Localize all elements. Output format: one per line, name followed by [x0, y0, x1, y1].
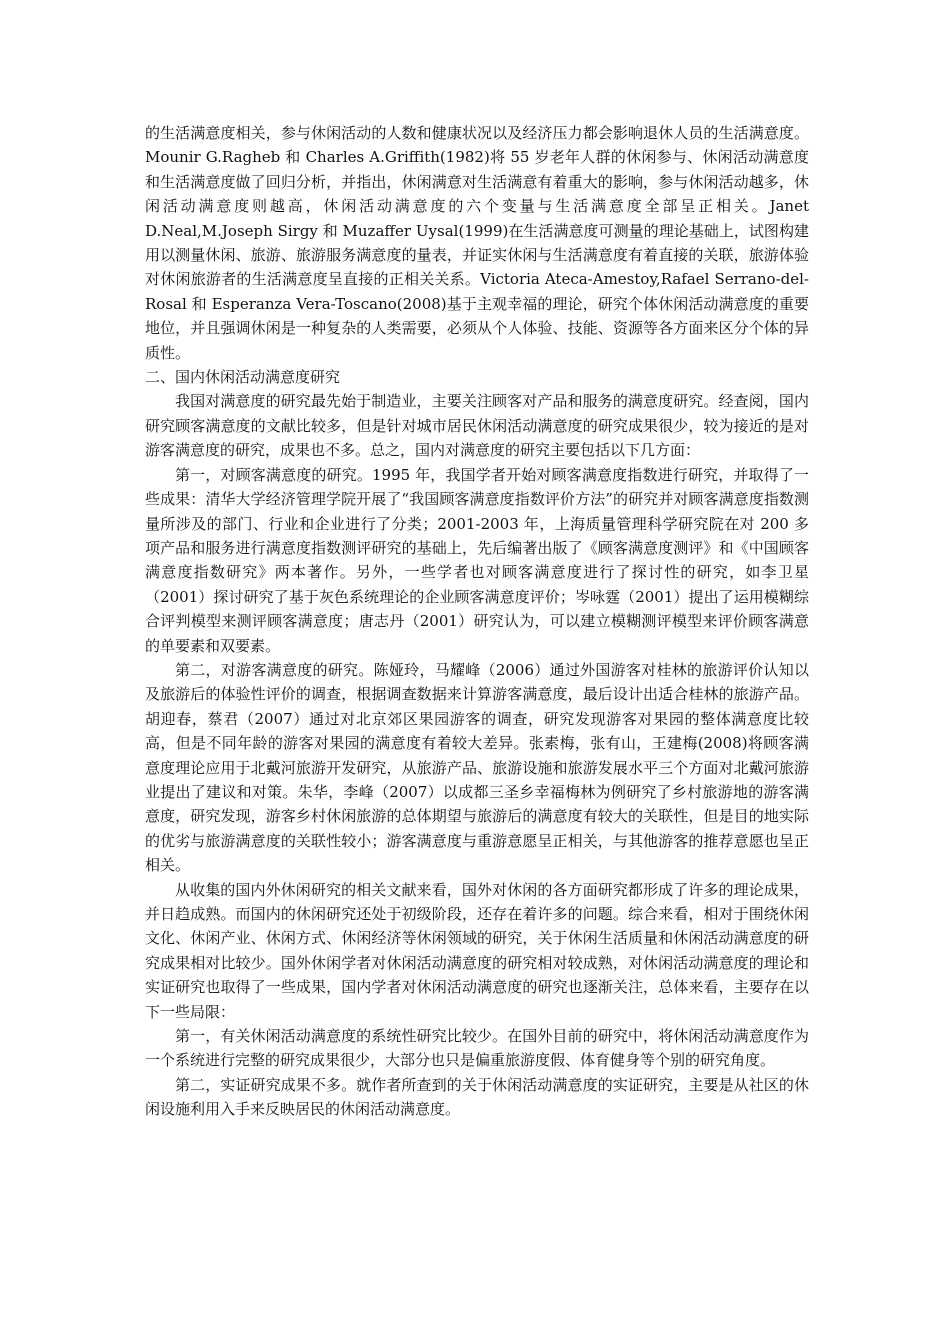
- document-page: [145, 121, 809, 1122]
- paragraph-customer-satisfaction: 第一，对顾客满意度的研究。1995 年，我国学者开始对顾客满意度指数进行研究，并取得了一些成果：清华大学经济管理学院开展了“我国顾客满意度指数评价方法”的研究并对顾客满意度指数测量所涉及的部门、行业和企业进行了分类；2001-2003 年，上海质量管理科学研究院在对 200 多项产品和服务进行满意度指数测评研究的基础上，先后编著出版了《顾客满意度测评》和《中国顾客满意度指数研究》两本著作。另外，一些学者也对顾客满意度进行了探讨性的研究，如李卫星（2001）探讨研究了基于灰色系统理论的企业顾客满意度评价；岑咏霆（2001）提出了运用模糊综合评判模型来测评顾客满意度；唐志丹（2001）研究认为，可以建立模糊测评模型来评价顾客满意的单要素和双要素。: [145, 465, 809, 655]
- paragraph-continuation: 的生活满意度相关，参与休闲活动的人数和健康状况以及经济压力都会影响退休人员的生活满意度。Mounir G.Ragheb 和 Charles A.Griffith(1982)将 55 岁老年人群的休闲参与、休闲活动满意度和生活满意度做了回归分析，并指出，休闲满意对生活满意有着重大的影响，参与休闲活动越多，休闲活动满意度则越高，休闲活动满意度的六个变量与生活满意度全部呈正相关。Janet D.Neal,M.Joseph Sirgy 和 Muzaffer Uysal(1999)在生活满意度可测量的理论基础上，试图构建用以测量休闲、旅游、旅游服务满意度的量表，并证实休闲与生活满意度有着直接的关联，旅游体验对休闲旅游者的生活满意度呈直接的正相关关系。Victoria Ateca-Amestoy,Rafael Serrano-del-Rosal 和 Esperanza Vera-Toscano(2008)基于主观幸福的理论，研究个体休闲活动满意度的重要地位，并且强调休闲是一种复杂的人类需要，必须从个人体验、技能、资源等各方面来区分个体的异质性。: [145, 124, 809, 362]
- section-heading: 二、国内休闲活动满意度研究: [145, 368, 341, 387]
- paragraph-limitation-one: 第一，有关休闲活动满意度的系统性研究比较少。在国外目前的研究中，将休闲活动满意度作为一个系统进行完整的研究成果很少，大部分也只是偏重旅游度假、体育健身等个别的研究角度。: [145, 1027, 809, 1070]
- paragraph-intro: 我国对满意度的研究最先始于制造业，主要关注顾客对产品和服务的满意度研究。经查阅，国内研究顾客满意度的文献比较多，但是针对城市居民休闲活动满意度的研究成果很少，较为接近的是对游客满意度的研究，成果也不多。总之，国内对满意度的研究主要包括以下几方面：: [145, 392, 809, 460]
- paragraph-summary: 从收集的国内外休闲研究的相关文献来看，国外对休闲的各方面研究都形成了许多的理论成果，并日趋成熟。而国内的休闲研究还处于初级阶段，还存在着许多的问题。综合来看，相对于围绕休闲文化、休闲产业、休闲方式、休闲经济等休闲领域的研究，关于休闲生活质量和休闲活动满意度的研究成果相对比较少。国外休闲学者对休闲活动满意度的研究相对较成熟，对休闲活动满意度的理论和实证研究也取得了一些成果，国内学者对休闲活动满意度的研究也逐渐关注，总体来看，主要存在以下一些局限：: [145, 880, 809, 1021]
- paragraph-limitation-two: 第二，实证研究成果不多。就作者所查到的关于休闲活动满意度的实证研究，主要是从社区的休闲设施利用入手来反映居民的休闲活动满意度。: [145, 1075, 809, 1119]
- paragraph-tourist-satisfaction: 第二，对游客满意度的研究。陈娅玲，马耀峰（2006）通过外国游客对桂林的旅游评价认知以及旅游后的体验性评价的调查，根据调查数据来计算游客满意度，最后设计出适合桂林的旅游产品。胡迎春，蔡君（2007）通过对北京郊区果园游客的调查，研究发现游客对果园的整体满意度比较高，但是不同年龄的游客对果园的满意度有着较大差异。张素梅，张有山，王建梅(2008)将顾客满意度理论应用于北戴河旅游开发研究，从旅游产品、旅游设施和旅游发展水平三个方面对北戴河旅游业提出了建议和对策。朱华，李峰（2007）以成都三圣乡幸福梅林为例研究了乡村旅游地的游客满意度，研究发现，游客乡村休闲旅游的总体期望与旅游后的满意度有较大的关联性，但是目的地实际的优劣与旅游满意度的关联性较小；游客满意度与重游意愿呈正相关，与其他游客的推荐意愿也呈正相关。: [145, 660, 809, 875]
